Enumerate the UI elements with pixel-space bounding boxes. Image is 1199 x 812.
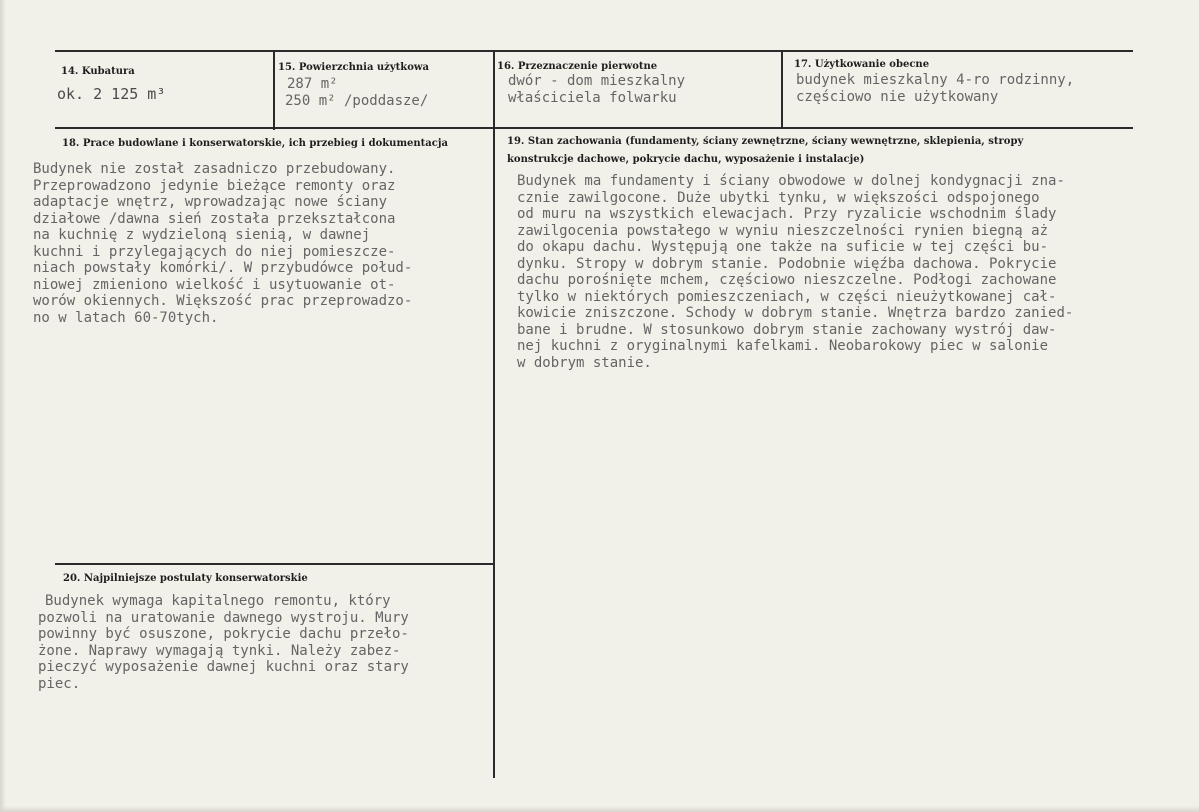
field-19-value-9: kowicie zniszczone. Schody w dobrym stanie. Wnętrza bardzo zanied- — [517, 305, 1074, 321]
field-19-label-line-2: konstrukcje dachowe, pokrycie dachu, wyposażenie i instalacje) — [507, 154, 865, 165]
col-divider-16-17 — [781, 50, 783, 128]
field-19-value-5: do okapu dachu. Występują one także na suficie w tej części bu- — [517, 239, 1049, 255]
field-18-value-2: Przeprowadzono jedynie bieżące remonty oraz — [33, 177, 396, 194]
col-divider-14-15 — [273, 50, 275, 130]
field-20-value-2: pozwoli na uratowanie dawnego wystroju. Mury — [38, 609, 409, 626]
field-16-value-1: dwór - dom mieszkalny — [508, 73, 686, 89]
field-20-value-5: pieczyć wyposażenie dawnej kuchni oraz stary — [38, 659, 409, 675]
field-16-label: 16. Przeznaczenie pierwotne — [497, 61, 658, 72]
field-18-value-7: niach powstały komórki/. W przybudówce połud- — [33, 260, 413, 276]
field-19-value-4: zawilgocenia powstałego w wyniu nieszczelności rynien biegną aż — [517, 222, 1049, 239]
top-rule — [55, 50, 1133, 52]
field-17-label: 17. Użytkowanie obecne — [794, 59, 930, 70]
field-16-value-2: właściciela folwarku — [508, 90, 677, 106]
field-14-value-1: ok. 2 125 m³ — [57, 85, 166, 103]
field-18-value-8: niowej zmieniono wielkość i usytuowanie ot- — [33, 276, 396, 293]
field-18-value-6: kuchni i przylegających do niej pomieszcze- — [33, 243, 396, 260]
page-bottom-shadow — [0, 806, 1199, 812]
field-19-value-10: bane i brudne. W stosunkowo dobrym stanie zachowany wystrój daw- — [517, 321, 1057, 338]
field-19-value-2: cznie zawilgocone. Duże ubytki tynku, w większości odspojonego — [517, 189, 1040, 206]
row-divider-2-left — [55, 563, 493, 565]
field-19-value-12: w dobrym stanie. — [517, 354, 652, 371]
field-20-label: 20. Najpilniejsze postulaty konserwatorskie — [63, 573, 308, 584]
field-19-value-3: od muru na wszystkich elewacjach. Przy ryzalicie wschodnim ślady — [517, 206, 1057, 222]
field-19-value-6: dynku. Stropy w dobrym stanie. Podobnie więźba dachowa. Pokrycie — [517, 255, 1057, 272]
page-edge-shadow — [0, 0, 6, 812]
field-20-value-3: powinny być osuszone, pokrycie dachu przeło- — [38, 626, 409, 642]
field-17-value-1: budynek mieszkalny 4-ro rodzinny, — [796, 72, 1075, 88]
row-divider-1 — [55, 127, 1133, 129]
field-18-value-1: Budynek nie został zasadniczo przebudowany. — [33, 161, 396, 177]
field-18-value-3: adaptacje wnętrz, wprowadzając nowe ściany — [33, 194, 388, 210]
col-divider-main — [493, 50, 495, 778]
field-19-value-8: tylko w niektórych pomieszczeniach, w części nieużytkowanej cał- — [517, 288, 1057, 305]
field-18-value-10: no w latach 60-70tych. — [33, 309, 219, 326]
field-20-value-6: piec. — [38, 675, 81, 692]
field-15-value-1: 287 m² — [287, 76, 338, 92]
field-15-label: 15. Powierzchnia użytkowa — [278, 62, 429, 73]
field-18-value-9: worów okiennych. Większość prac przeprowadzo- — [33, 293, 413, 309]
field-19-value-1: Budynek ma fundamenty i ściany obwodowe w dolnej kondygnacji zna- — [517, 173, 1065, 189]
field-19-value-11: nej kuchni z oryginalnymi kafelkami. Neobarokowy piec w salonie — [517, 338, 1049, 354]
field-14-label: 14. Kubatura — [61, 66, 135, 77]
field-15-value-2: 250 m² /poddasze/ — [285, 93, 429, 109]
field-19-label-line-1: 19. Stan zachowania (fundamenty, ściany zewnętrzne, ściany wewnętrzne, sklepienia, stropy — [507, 136, 1024, 147]
field-17-value-2: częściowo nie użytkowany — [796, 89, 999, 105]
field-18-value-4: działowe /dawna sień została przekształcona — [33, 210, 396, 227]
field-20-value-1: Budynek wymaga kapitalnego remontu, który — [45, 593, 391, 609]
field-18-label: 18. Prace budowlane i konserwatorskie, ich przebieg i dokumentacja — [62, 138, 448, 149]
field-19-value-7: dachu porośnięte mchem, częściowo nieszczelne. Podłogi zachowane — [517, 272, 1057, 288]
field-18-value-5: na kuchnię z wydzieloną sienią, w dawnej — [33, 227, 371, 243]
field-20-value-4: żone. Naprawy wymagają tynki. Należy zabez- — [38, 642, 401, 659]
